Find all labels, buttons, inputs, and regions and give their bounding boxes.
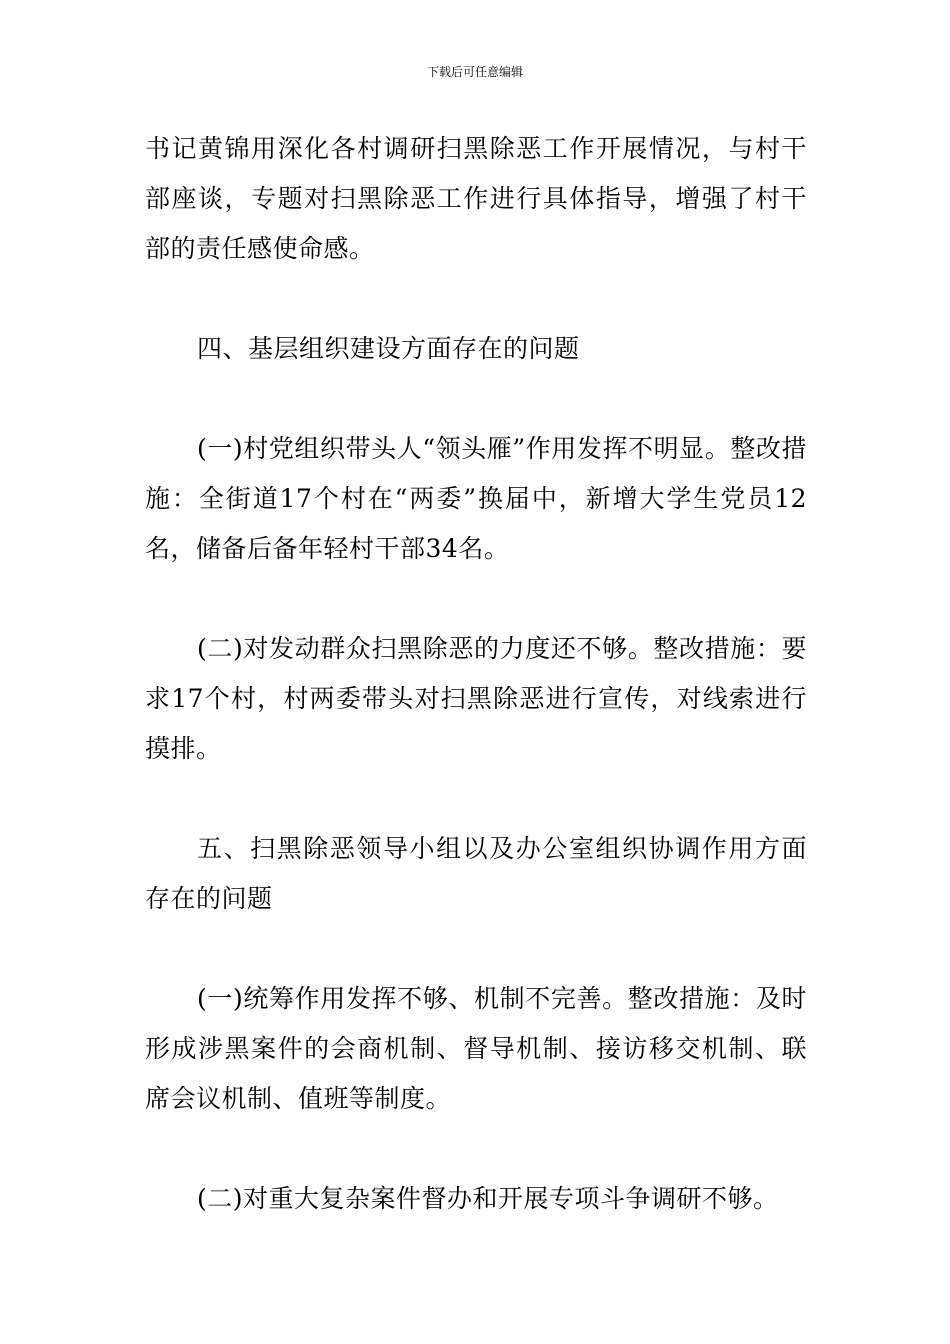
paragraph-continuation: 书记黄锦用深化各村调研扫黑除恶工作开展情况，与村干部座谈，专题对扫黑除恶工作进行具体指导，增强了村干部的责任感使命感。 [145, 134, 807, 263]
paragraph-5-2: (二)对重大复杂案件督办和开展专项斗争调研不够。 [197, 1184, 779, 1213]
document-body [145, 124, 807, 1224]
page-header: 下载后可任意编辑 [426, 65, 523, 79]
paragraph-4-2: (二)对发动群众扫黑除恶的力度还不够。整改措施：要求17个村，村两委带头对扫黑除恶进行宣传，对线索进行摸排。 [145, 634, 807, 763]
section-heading-4: 四、基层组织建设方面存在的问题 [197, 334, 580, 363]
section-heading-5: 五、扫黑除恶领导小组以及办公室组织协调作用方面存在的问题 [145, 834, 807, 913]
paragraph-4-1: (一)村党组织带头人“领头雁”作用发挥不明显。整改措施：全街道17个村在“两委”换届中，新增大学生党员12名，储备后备年轻村干部34名。 [145, 434, 807, 563]
paragraph-5-1: (一)统筹作用发挥不够、机制不完善。整改措施：及时形成涉黑案件的会商机制、督导机制、接访移交机制、联席会议机制、值班等制度。 [145, 984, 807, 1113]
